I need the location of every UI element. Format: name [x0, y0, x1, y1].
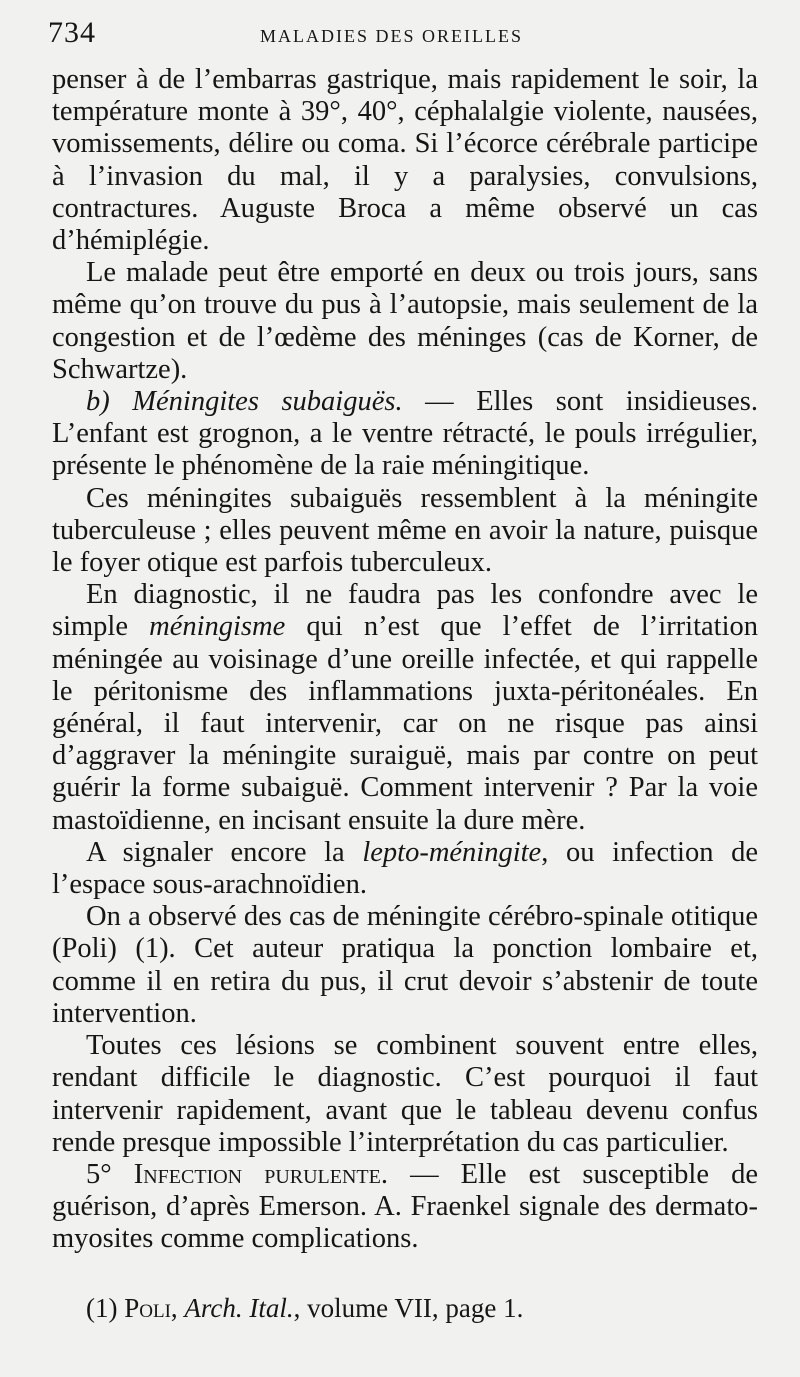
paragraph-5-text-a: En diagnostic, il ne faudra pas les confondre avec le simple — [52, 579, 758, 643]
paragraph-6 — [52, 837, 758, 901]
paragraph-9 — [52, 1159, 758, 1256]
paragraph-1: penser à de l’embarras gastrique, mais rapidement le soir, la température monte à 39°, 40°, céphalalgie violente, nausées, vomissements, délire ou coma. Si l’écorce cérébrale participe à l’invasion du mal, il y a paralysies, convulsions, contractures. Auguste Broca a même observé un cas d’hémiplégie. — [52, 64, 758, 257]
term-lepto-meningite: lepto-méningite — [362, 836, 542, 868]
paragraph-2: Le malade peut être emporté en deux ou trois jours, sans même qu’on trouve du pus à l’autopsie, mais seulement de la congestion et de l’œdème des méninges (cas de Korner, de Schwartze). — [52, 257, 758, 385]
footnote-separator: , — [170, 1293, 185, 1323]
page-number: 734 — [48, 16, 96, 49]
paragraph-3-text: — Elles sont insidieuses. L’enfant est grognon, a le ventre rétracté, le pouls irrégulier, présente le phénomène de la raie méningitique. — [52, 386, 758, 482]
paragraph-6-text-a: A signaler encore la — [86, 836, 363, 868]
running-title: MALADIES DES OREILLES — [260, 26, 523, 46]
paragraph-5-text-b: qui n’est que l’effet de l’irritation méningée au voisinage d’une oreille infectée, et qui rappelle le péritonisme des inflammations juxta-péritonéales. En général, il faut intervenir, car on ne risque pas ainsi d’aggraver la méningite suraiguë, mais par contre on peut guérir la forme subaiguë. Comment intervenir ? Par la voie mastoïdienne, en incisant ensuite la dure mère. — [52, 611, 758, 836]
paragraph-9-text: — Elle est susceptible de guérison, d’après Emerson. A. Fraenkel signale des dermato-myosites comme complications. — [52, 1158, 758, 1255]
footnote-rest: , volume VII, page 1. — [293, 1293, 524, 1323]
page-header — [48, 12, 770, 52]
paragraph-4: Ces méningites subaiguës ressemblent à la méningite tuberculeuse ; elles peuvent même en avoir la nature, puisque le foyer otique est parfois tuberculeux. — [52, 482, 758, 579]
paragraph-8: Toutes ces lésions se combinent souvent entre elles, rendant difficile le diagnostic. C’est pourquoi il faut intervenir rapidement, avant que le tableau devenu confus rende presque impossible l’interprétation du cas particulier. — [52, 1030, 758, 1158]
section-number: 5° — [86, 1158, 134, 1190]
page-body — [52, 64, 758, 1256]
paragraph-5 — [52, 579, 758, 837]
paragraph-7: On a observé des cas de méningite cérébro-spinale otitique (Poli) (1). Cet auteur pratiqua la ponction lombaire et, comme il en retira du pus, il crut devoir s’abstenir de toute intervention. — [52, 901, 758, 1029]
section-heading-infection: Infection purulente. — [133, 1158, 388, 1190]
paragraph-3 — [52, 386, 758, 483]
footnote-journal: Arch. Ital. — [184, 1293, 294, 1323]
footnote — [52, 1292, 758, 1324]
footnote-author: Poli — [124, 1293, 171, 1323]
term-meningisme: méningisme — [149, 611, 286, 643]
section-label-subacute: b) Méningites subaiguës. — [86, 386, 403, 418]
footnote-marker: (1) — [86, 1293, 125, 1323]
paragraph-6-text-b: , ou infection de l’espace sous-arachnoïdien. — [52, 836, 758, 901]
